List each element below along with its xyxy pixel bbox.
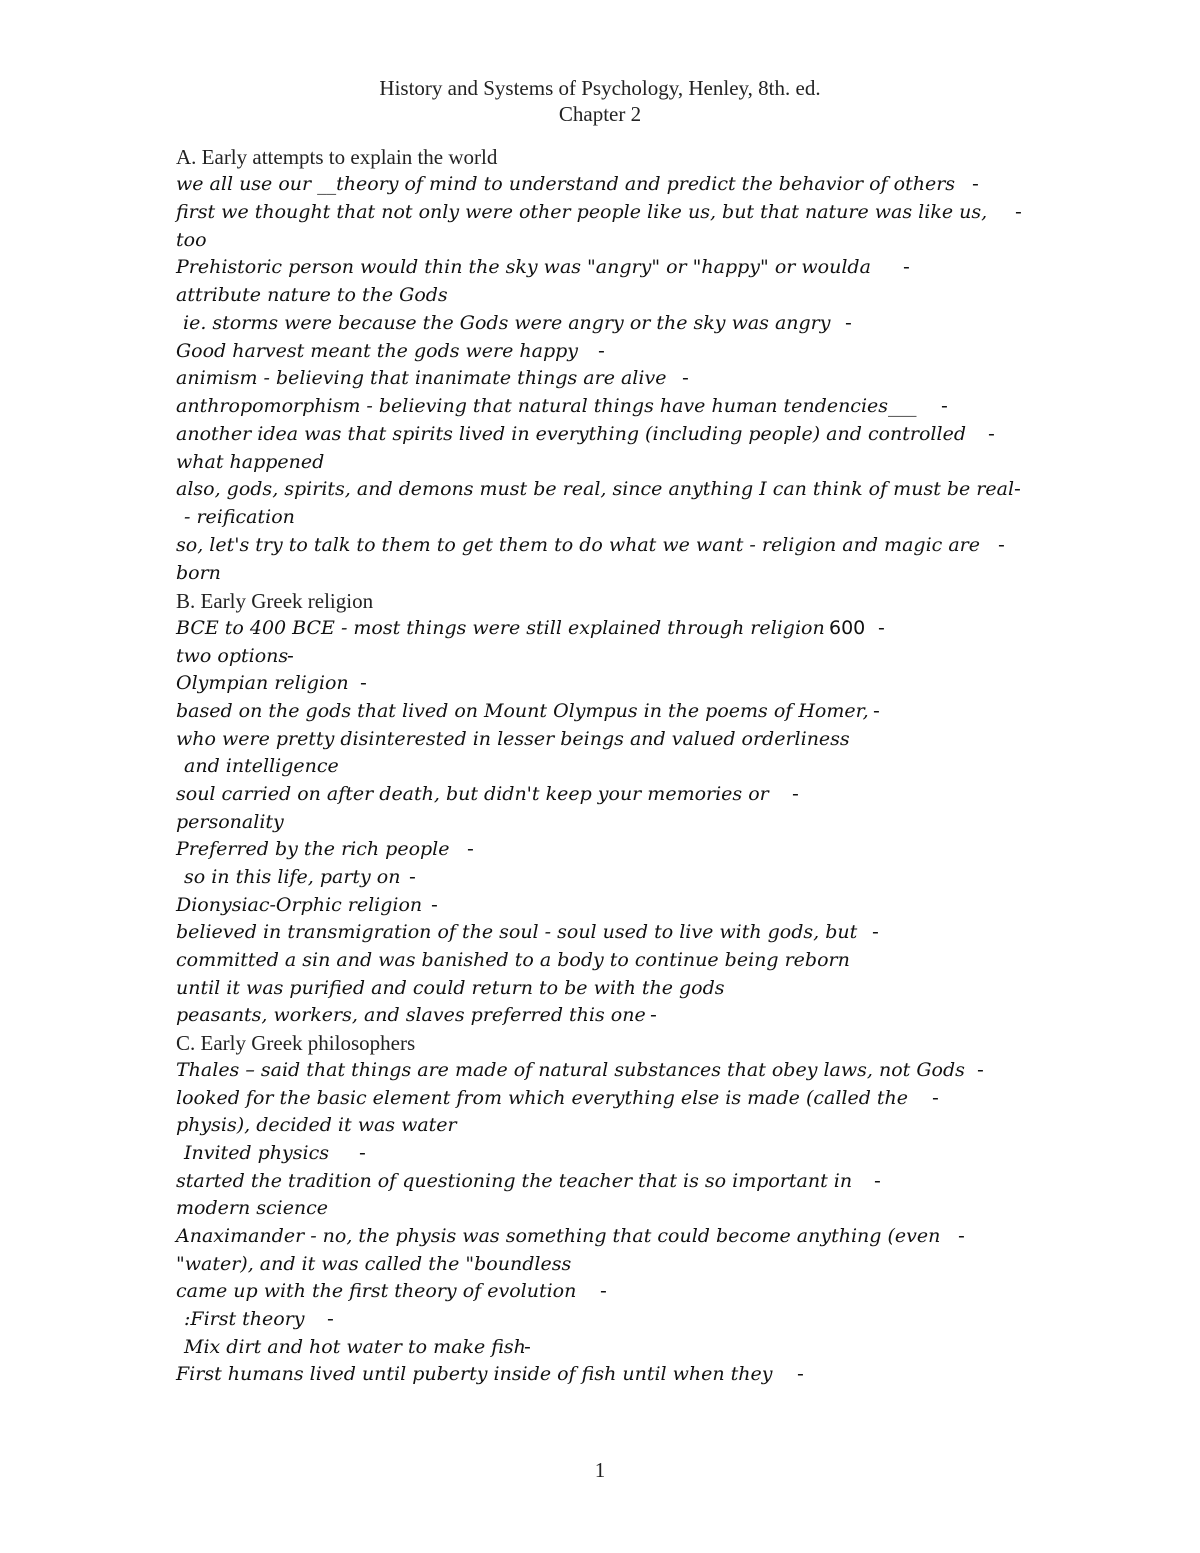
- text-line: animism - believing that inanimate things are alive: [176, 367, 667, 389]
- bullet-dash: -: [359, 1142, 366, 1164]
- text-line: modern science: [176, 1197, 329, 1219]
- text-line: so in this life, party on: [184, 866, 401, 888]
- bullet-dash: -: [431, 894, 438, 916]
- text-line: soul carried on after death, but didn't keep your memories or: [176, 783, 769, 805]
- text-line: Good harvest meant the gods were happy: [176, 340, 579, 362]
- text-line: who were pretty disinterested in lesser beings and valued orderliness: [176, 728, 850, 750]
- text-line: 600: [829, 617, 866, 639]
- text-line: peasants, workers, and slaves preferred this one: [176, 1004, 646, 1026]
- bullet-dash: -: [792, 783, 799, 805]
- bullet-dash: -: [958, 1225, 965, 1247]
- text-line: until it was purified and could return to be with the gods: [176, 977, 725, 999]
- text-line: BCE to 400 BCE - most things were still explained through religion: [176, 617, 825, 639]
- text-line: came up with the first theory of evolution: [176, 1280, 577, 1302]
- text-line: :First theory: [184, 1308, 305, 1330]
- text-line: anthropomorphism - believing that natural things have human tendencies___: [176, 395, 917, 417]
- text-line: based on the gods that lived on Mount Olympus in the poems of Homer,: [176, 700, 869, 722]
- bullet-dash: -: [972, 173, 979, 195]
- bullet-dash: -: [878, 617, 885, 639]
- text-line: Preferred by the rich people: [176, 838, 450, 860]
- bullet-dash: -: [327, 1308, 334, 1330]
- section-heading: B. Early Greek religion: [176, 589, 374, 613]
- text-line: committed a sin and was banished to a body to continue being reborn: [176, 949, 850, 971]
- chapter-heading: Chapter 2: [558, 102, 642, 126]
- text-line: first we thought that not only were other people like us, but that nature was like us,: [176, 201, 988, 223]
- bullet-dash: -: [1015, 201, 1022, 223]
- bullet-dash: -: [797, 1363, 804, 1385]
- text-line: Prehistoric person would thin the sky was "angry" or "happy" or woulda: [176, 256, 871, 278]
- text-line: also, gods, spirits, and demons must be real, since anything I can think of must be real: [176, 478, 1015, 500]
- bullet-dash: -: [977, 1059, 984, 1081]
- text-line: Dionysiac-Orphic religion: [176, 894, 423, 916]
- bullet-dash: -: [872, 921, 879, 943]
- text-line: another idea was that spirits lived in everything (including people) and controlled: [176, 423, 966, 445]
- text-line: physis), decided it was water: [176, 1114, 457, 1136]
- bullet-dash: -: [467, 838, 474, 860]
- bullet-dash: -: [1014, 478, 1021, 500]
- bullet-dash: -: [650, 1004, 657, 1026]
- text-line: we all use our __theory of mind to understand and predict the behavior of others: [176, 173, 956, 195]
- bullet-dash: -: [409, 866, 416, 888]
- text-line: too: [176, 229, 207, 251]
- text-line: so, let's try to talk to them to get them to do what we want - religion and magic are: [176, 534, 980, 556]
- text-line: two options: [176, 645, 289, 667]
- text-line: Anaximander - no, the physis was something that could become anything (even: [176, 1225, 941, 1247]
- text-line: looked for the basic element from which everything else is made (called the: [176, 1087, 909, 1109]
- bullet-dash: -: [874, 1170, 881, 1192]
- section-heading: A. Early attempts to explain the world: [176, 145, 498, 169]
- bullet-dash: -: [845, 312, 852, 334]
- text-line: Mix dirt and hot water to make fish: [184, 1336, 526, 1358]
- bullet-dash: -: [360, 672, 367, 694]
- bullet-dash: -: [873, 700, 880, 722]
- text-line: Invited physics: [184, 1142, 329, 1164]
- bullet-dash: -: [932, 1087, 939, 1109]
- bullet-dash: -: [941, 395, 948, 417]
- text-line: "water), and it was called the "boundless: [176, 1253, 572, 1275]
- page-number: 1: [594, 1458, 606, 1482]
- bullet-dash: -: [598, 340, 605, 362]
- text-line: ie. storms were because the Gods were angry or the sky was angry: [183, 312, 831, 334]
- bullet-dash: -: [524, 1336, 531, 1358]
- text-line: believed in transmigration of the soul - soul used to live with gods, but: [176, 921, 858, 943]
- bullet-dash: -: [998, 534, 1005, 556]
- text-line: attribute nature to the Gods: [176, 284, 448, 306]
- bullet-dash: -: [903, 256, 910, 278]
- text-line: and intelligence: [184, 755, 339, 777]
- text-line: started the tradition of questioning the teacher that is so important in: [176, 1170, 853, 1192]
- text-line: First humans lived until puberty inside of fish until when they: [176, 1363, 773, 1385]
- bullet-dash: -: [287, 645, 294, 667]
- text-line: Olympian religion: [176, 672, 349, 694]
- text-line: Thales – said that things are made of natural substances that obey laws, not Gods: [176, 1059, 965, 1081]
- bullet-dash: -: [682, 367, 689, 389]
- bullet-dash: -: [988, 423, 995, 445]
- bullet-dash: -: [600, 1280, 607, 1302]
- document-title: History and Systems of Psychology, Henley, 8th. ed.: [379, 76, 821, 100]
- text-line: - reification: [184, 506, 295, 528]
- text-line: born: [176, 562, 221, 584]
- text-line: what happened: [176, 451, 325, 473]
- text-line: personality: [176, 811, 284, 833]
- section-heading: C. Early Greek philosophers: [176, 1031, 416, 1055]
